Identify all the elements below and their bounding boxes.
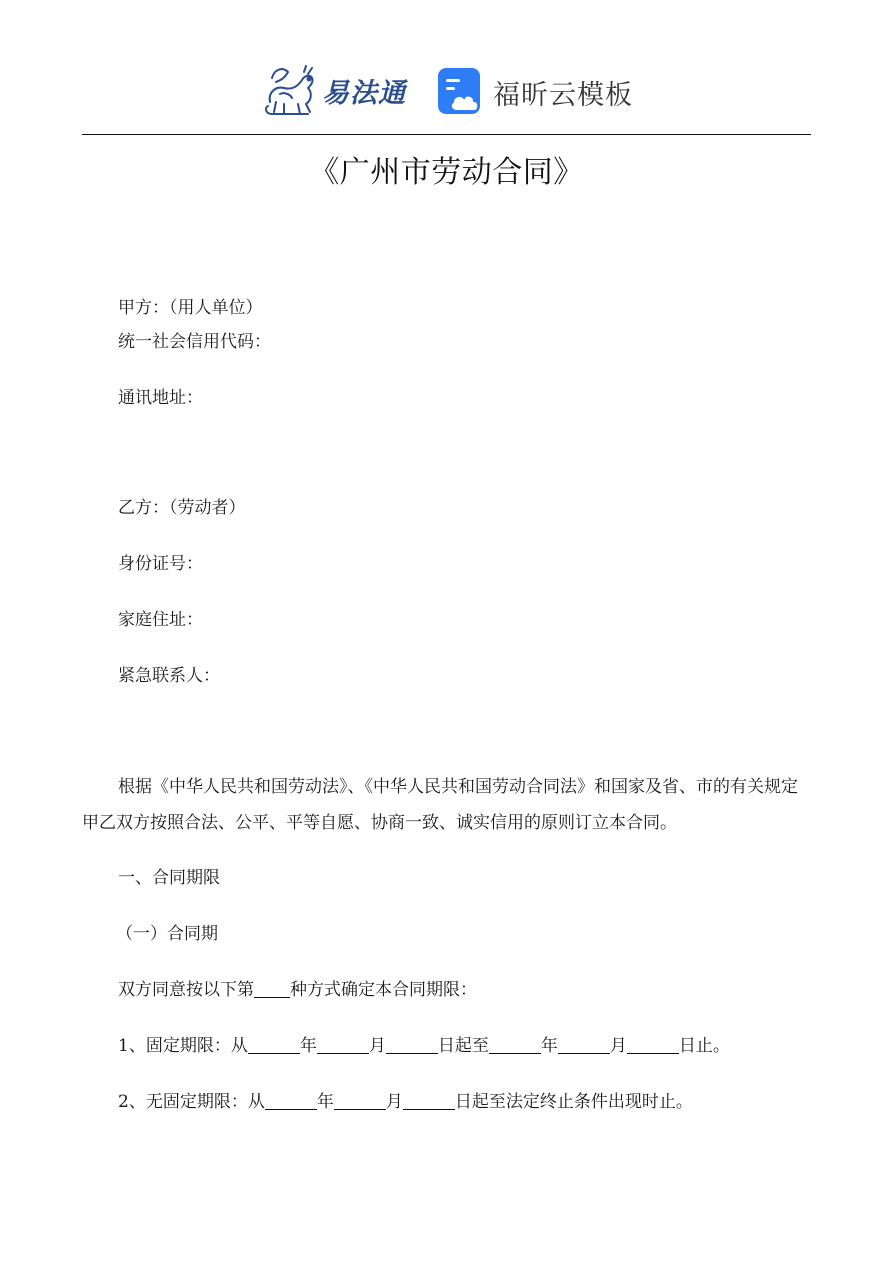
id-number-label: 身份证号：	[118, 554, 203, 574]
header-divider	[82, 134, 811, 135]
section-contract-term: 一、合同期限	[118, 868, 220, 888]
yifatong-logo	[262, 62, 406, 118]
legal-basis-paragraph	[82, 776, 812, 834]
fixed-end-month-blank[interactable]	[558, 1036, 610, 1054]
cloud-document-icon	[437, 67, 485, 117]
fixed-month-1: 月	[368, 1036, 386, 1056]
fixed-start-day-blank[interactable]	[386, 1036, 438, 1054]
fixed-year-1: 年	[299, 1036, 317, 1056]
open-day: 日起至法定终止条件出现时止。	[454, 1092, 693, 1112]
term-choice-prefix: 双方同意按以下第	[118, 980, 254, 1000]
legal-basis-line-1: 根据《中华人民共和国劳动法》、《中华人民共和国劳动合同法》和国家及省、市的有关规定	[118, 777, 798, 797]
subsection-contract-period: （一）合同期	[116, 924, 218, 944]
page-header	[0, 0, 893, 135]
party-b-label: 乙方：（劳动者）	[118, 498, 246, 518]
open-term-label: 2、无固定期限：从	[118, 1092, 265, 1112]
qilin-emblem-icon	[262, 62, 320, 118]
term-choice-suffix: 种方式确定本合同期限：	[290, 980, 477, 1000]
open-year: 年	[316, 1092, 334, 1112]
party-a-label: 甲方：（用人单位）	[118, 298, 263, 318]
fixed-start-year-blank[interactable]	[248, 1036, 300, 1054]
open-start-month-blank[interactable]	[334, 1092, 386, 1110]
fixed-end-day-blank[interactable]	[627, 1036, 679, 1054]
legal-basis-line-2: 甲乙双方按照合法、公平、平等自愿、协商一致、诚实信用的原则订立本合同。	[82, 813, 677, 833]
open-start-year-blank[interactable]	[265, 1092, 317, 1110]
open-month: 月	[385, 1092, 403, 1112]
yifatong-logo-text: 易法通	[322, 77, 406, 109]
fixed-start-month-blank[interactable]	[317, 1036, 369, 1054]
emergency-contact-label: 紧急联系人：	[118, 666, 220, 686]
fixed-day-2: 日止。	[678, 1036, 730, 1056]
fixed-term-label: 1、固定期限：从	[118, 1036, 248, 1056]
open-term-line	[118, 1091, 693, 1113]
fixed-year-2: 年	[540, 1036, 558, 1056]
foxit-cloud-template-logo	[437, 66, 633, 118]
fixed-end-year-blank[interactable]	[489, 1036, 541, 1054]
fixed-day-1: 日起至	[437, 1036, 489, 1056]
address-a-label: 通讯地址：	[118, 388, 203, 408]
credit-code-label: 统一社会信用代码：	[118, 332, 271, 352]
document-title: 《广州市劳动合同》	[309, 155, 584, 190]
open-start-day-blank[interactable]	[403, 1092, 455, 1110]
term-choice-line	[118, 979, 477, 1001]
foxit-cloud-template-logo-text: 福昕云模板	[493, 79, 633, 111]
home-address-label: 家庭住址：	[118, 610, 203, 630]
fixed-term-line	[118, 1035, 730, 1057]
term-choice-blank[interactable]	[254, 980, 290, 998]
fixed-month-2: 月	[609, 1036, 627, 1056]
